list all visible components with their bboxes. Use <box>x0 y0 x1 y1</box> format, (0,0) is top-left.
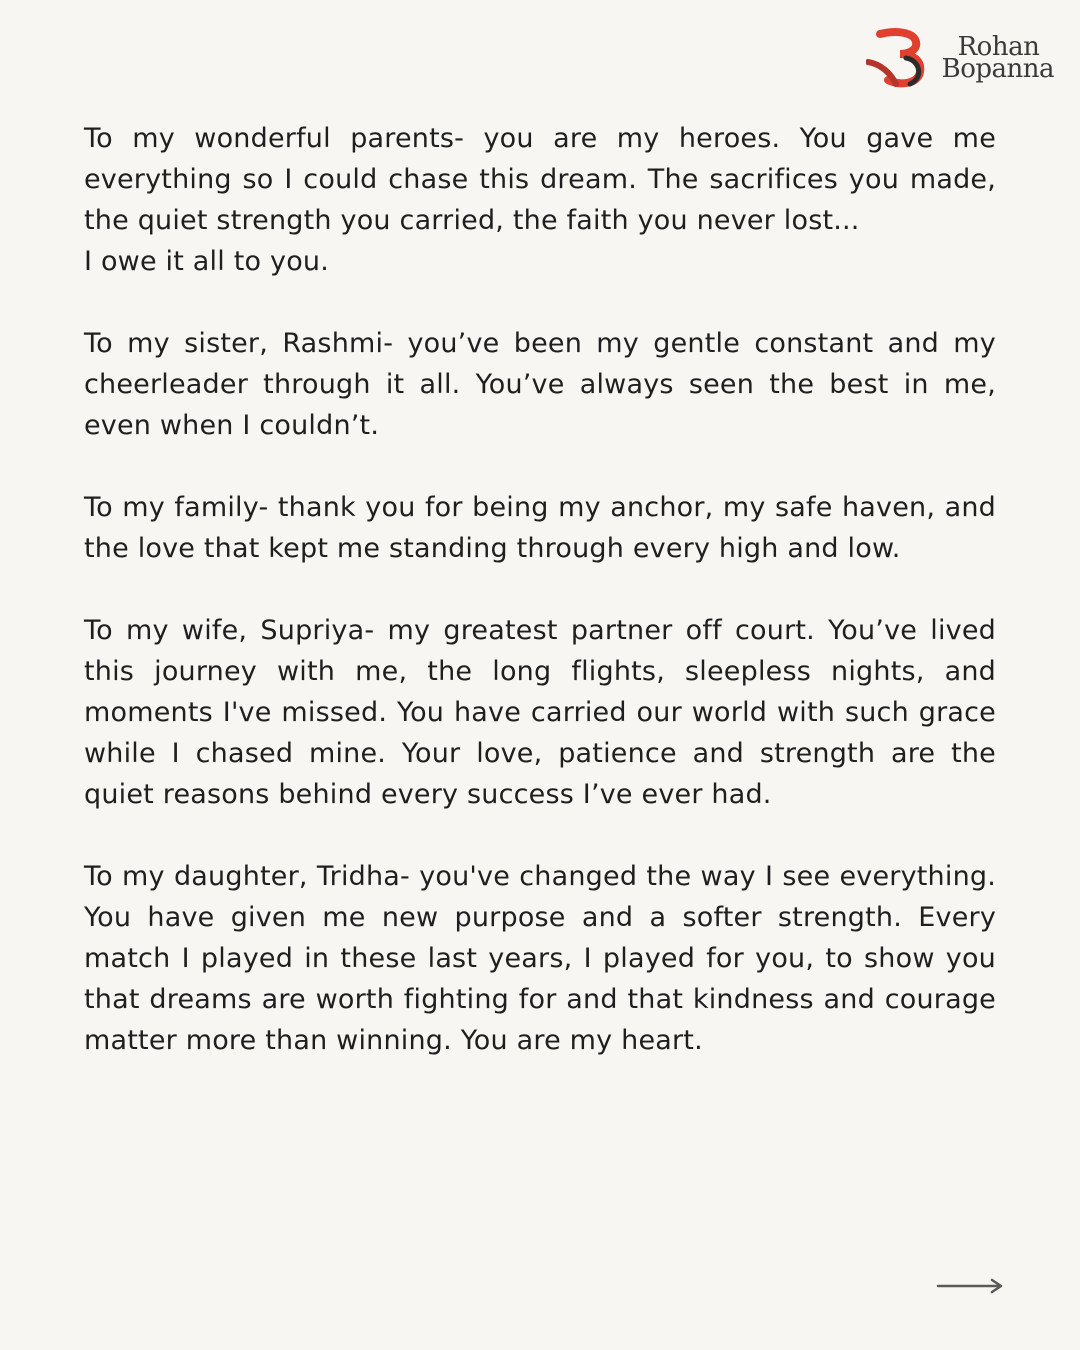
arrow-right-icon <box>936 1278 1004 1294</box>
paragraph-parents <box>84 118 996 282</box>
paragraph-sister: To my sister, Rashmi- you’ve been my gentle constant and my cheerleader through it all. You’ve always seen the best in me, even when I couldn’t. <box>84 328 996 441</box>
paragraph-parents-tail: I owe it all to you. <box>84 246 330 277</box>
paragraph-parents-text: To my wonderful parents- you are my heroes. You gave me everything so I could chase this dream. The sacrifices you made, the quiet strength you carried, the faith you never lost... <box>84 123 996 236</box>
letter-body <box>84 118 996 1102</box>
brand-name <box>941 31 1054 84</box>
paragraph-daughter: To my daughter, Tridha- you've changed the way I see everything. You have given me new purpose and a softer strength. Every match I played in these last years, I played for you, to show you that dreams are worth fighting for and that kindness and courage matter more than winning. You are my heart. <box>84 861 996 1056</box>
paragraph-family: To my family- thank you for being my anchor, my safe haven, and the love that kept me standing through every high and low. <box>84 492 996 564</box>
rb-monogram-icon <box>866 28 936 88</box>
brand-first-name: Rohan <box>957 31 1040 62</box>
brand-last-name: Bopanna <box>941 54 1054 84</box>
next-page-button[interactable] <box>936 1278 1004 1298</box>
brand-logo <box>866 28 1054 88</box>
paragraph-wife: To my wife, Supriya- my greatest partner off court. You’ve lived this journey with me, the long flights, sleepless nights, and moments I've missed. You have carried our world with such grace while I chased mine. Your love, patience and strength are the quiet reasons behind every success I’ve ever had. <box>84 615 996 810</box>
